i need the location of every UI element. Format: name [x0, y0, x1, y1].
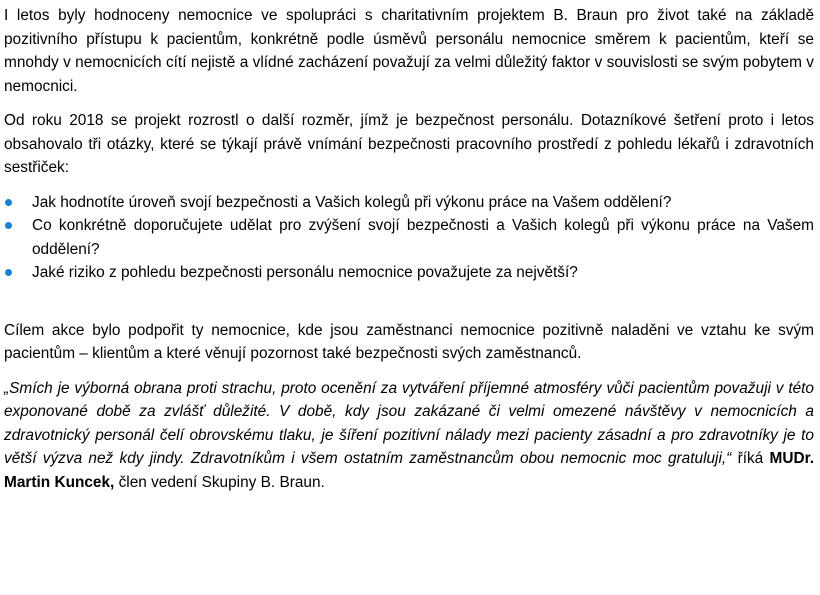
- paragraph-staff-safety: Od roku 2018 se projekt rozrostl o další rozměr, jímž je bezpečnost personálu. Dotazníkové šetření proto i letos obsahovalo tři otázky, které se týkají právě vnímání bezpečnosti pracovního prostředí z pohledu lékařů i zdravotních sestřiček:: [4, 112, 814, 176]
- list-item: [4, 261, 814, 285]
- quote-says: říká: [731, 450, 770, 467]
- bullet-icon: [5, 222, 12, 229]
- question-text: Co konkrétně doporučujete udělat pro zvýšení svojí bezpečnosti a Vašich kolegů při výkonu práce na Vašem oddělení?: [32, 217, 814, 258]
- question-text: Jaké riziko z pohledu bezpečnosti personálu nemocnice považujete za největší?: [32, 264, 578, 281]
- list-item: [4, 214, 814, 261]
- paragraph-goal: Cílem akce bylo podpořit ty nemocnice, kde jsou zaměstnanci nemocnice pozitivně naladěni ve vztahu ke svým pacientům – klientům a které věnují pozornost také bezpečnosti svých zaměstnanců.: [4, 321, 814, 362]
- question-text: Jak hodnotíte úroveň svojí bezpečnosti a Vašich kolegů při výkonu práce na Vašem oddělení?: [32, 193, 672, 211]
- paragraph-hospitals-evaluation: I letos byly hodnoceny nemocnice ve spolupráci s charitativním projektem B. Braun pro život také na základě pozitivního přístupu k pacientům, konkrétně podle úsměvů personálu nemocnice směrem k pacientům, kteří se mnohdy v nemocnicích cítí nejistě a vlídné zacházení považují za velmi důležitý faktor v souvislosti se svým pobytem v nemocnici.: [4, 7, 814, 95]
- quote-text: „Smích je výborná obrana proti strachu, proto ocenění za vytváření příjemné atmosféry vůči pacientům považuji v této exponované době za zvlášť důležité. V době, kdy jsou zakázané či velmi omezené návštěvy v nemocnicích a zdravotnický personál čelí obrovskému tlaku, je šíření pozitivní nálady mezi pacienty zásadní a pro zdravotníky je to větší výzva než kdy jindy. Zdravotníkům i všem ostatním zaměstnancům obou nemocnic moc gratuluji,“: [4, 379, 814, 467]
- questions-list: [4, 191, 814, 285]
- quote-speaker: MUDr. Martin Kuncek,: [4, 450, 814, 491]
- quote-speaker-role: člen vedení Skupiny B. Braun.: [114, 473, 325, 491]
- bullet-icon: [5, 199, 12, 206]
- list-item: [4, 191, 814, 215]
- bullet-icon: [5, 269, 12, 276]
- quote-paragraph: [4, 377, 814, 495]
